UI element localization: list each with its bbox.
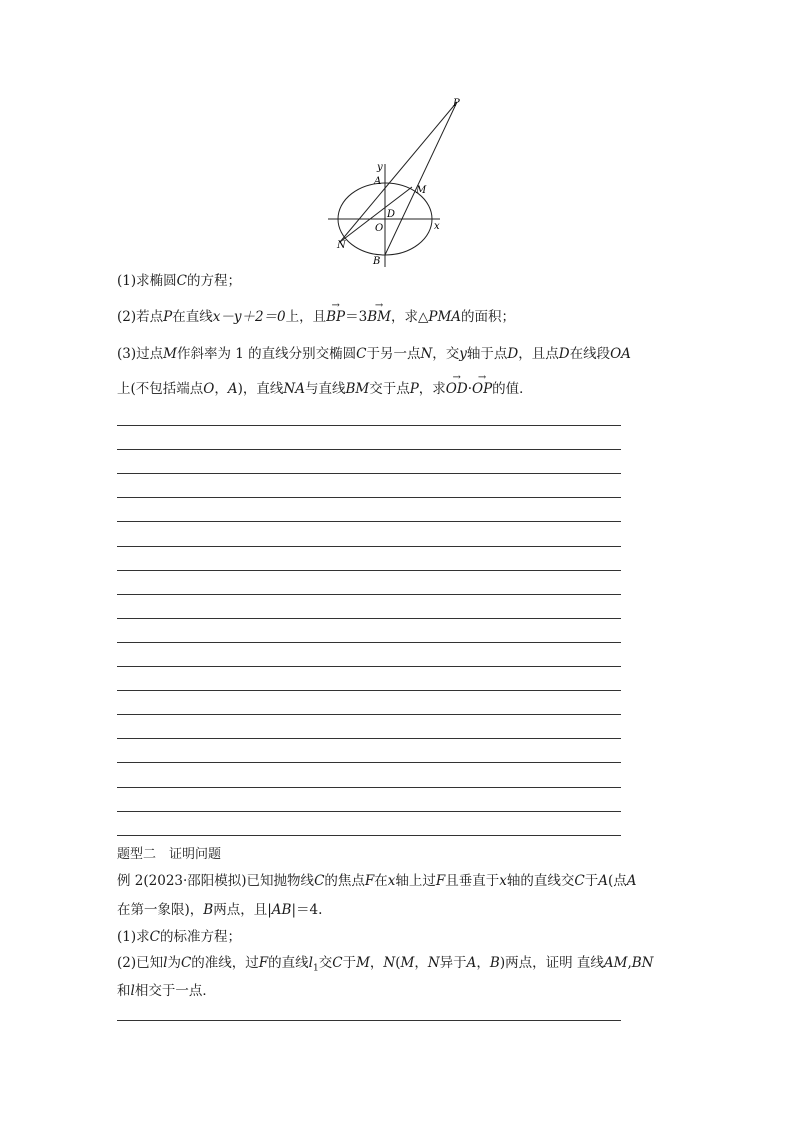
example-2-question-2: (2)已知l为C的准线，过F的直线$l_1$交C于M，N(M，N异于A，B)两点，证明 直线AM,BN [117,955,654,974]
answer-line[interactable] [117,425,621,426]
example-2-question-2-line-2: 和l相交于一点． [117,983,216,999]
answer-line[interactable] [117,449,621,450]
answer-line[interactable] [117,521,621,522]
label-p: P [453,98,460,109]
label-a: A [374,176,382,187]
answer-line[interactable] [117,594,621,595]
answer-line[interactable] [117,787,621,788]
answer-line[interactable] [117,473,621,474]
vector-bm: → BM [367,308,391,326]
answer-line[interactable] [117,618,621,619]
example-2-line-2: 在第一象限)，B两点，且|AB|＝4. [117,902,323,918]
answer-line[interactable] [117,690,621,691]
question-3-line-2: 上(不包括端点O，A)，直线NA与直线BM交于点P，求→ OD·→ OP的值． [117,380,533,398]
line-bp [385,102,457,255]
example-2-question-1: (1)求C的标准方程； [117,929,241,945]
label-x: x [434,221,440,232]
answer-line[interactable] [117,642,621,643]
label-y: y [377,162,383,173]
vector-od: → OD [446,380,468,398]
answer-line[interactable] [117,811,621,812]
example-2-line-1: 例 2(2023·邵阳模拟)已知抛物线C的焦点F在x轴上过F且垂直于x轴的直线交C于A(点A [117,873,637,889]
answer-line[interactable] [117,835,621,836]
label-n: N [337,240,346,251]
vector-op: → OP [472,380,492,398]
answer-line[interactable] [117,1020,621,1021]
ellipse-diagram [320,92,470,267]
label-m: M [416,185,427,196]
section-title: 题型二 证明问题 [117,847,222,862]
answer-line[interactable] [117,546,621,547]
answer-line[interactable] [117,714,621,715]
answer-line[interactable] [117,570,621,571]
label-o: O [375,223,384,234]
question-2: (2)若点P在直线x－y＋2＝0上，且→ BP＝3→ BM，求△PMA的面积； [117,308,515,326]
answer-line[interactable] [117,497,621,498]
question-1: (1)求椭圆C的方程； [117,273,241,289]
answer-line[interactable] [117,738,621,739]
vector-bp: → BP [326,308,345,326]
answer-line[interactable] [117,666,621,667]
label-b: B [373,256,381,267]
question-3-line-1: (3)过点M作斜率为 1 的直线分别交椭圆C于另一点N，交y轴于点D，且点D在线段OA [117,346,631,362]
label-d: D [387,209,396,220]
answer-line[interactable] [117,762,621,763]
